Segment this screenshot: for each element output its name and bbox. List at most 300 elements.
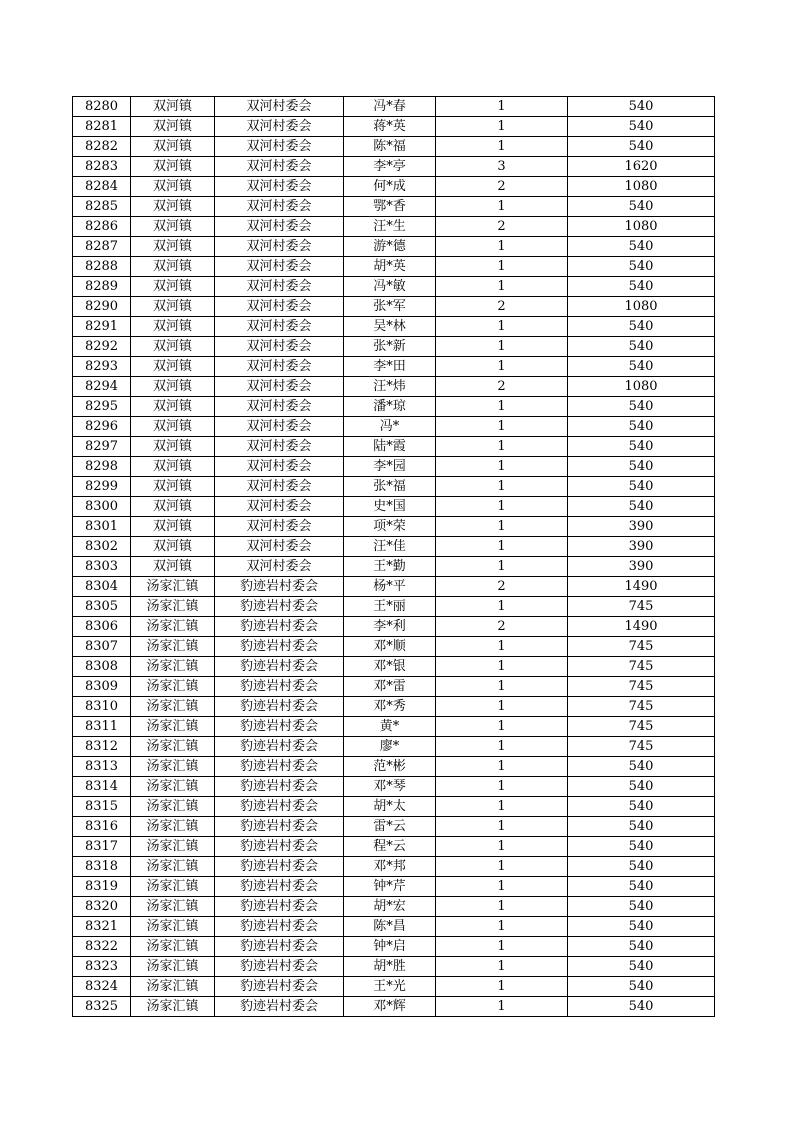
table-row <box>73 617 715 637</box>
table-row <box>73 877 715 897</box>
row-number-cell: 8300 <box>73 497 131 517</box>
row-number-cell: 8294 <box>73 377 131 397</box>
name-cell: 胡*宏 <box>344 897 436 917</box>
amount-cell: 1490 <box>568 617 715 637</box>
name-cell: 汪*炜 <box>344 377 436 397</box>
amount-cell: 540 <box>568 317 715 337</box>
count-cell: 1 <box>436 657 568 677</box>
village-committee-cell: 豹迹岩村委会 <box>215 877 344 897</box>
name-cell: 陆*霞 <box>344 437 436 457</box>
table-row <box>73 457 715 477</box>
village-committee-cell: 豹迹岩村委会 <box>215 757 344 777</box>
town-cell: 汤家汇镇 <box>131 977 215 997</box>
count-cell: 1 <box>436 417 568 437</box>
town-cell: 双河镇 <box>131 317 215 337</box>
count-cell: 1 <box>436 857 568 877</box>
count-cell: 1 <box>436 917 568 937</box>
town-cell: 双河镇 <box>131 517 215 537</box>
row-number-cell: 8282 <box>73 137 131 157</box>
amount-cell: 1080 <box>568 177 715 197</box>
table-row <box>73 337 715 357</box>
table-row <box>73 497 715 517</box>
amount-cell: 745 <box>568 677 715 697</box>
count-cell: 1 <box>436 997 568 1017</box>
amount-cell: 540 <box>568 197 715 217</box>
count-cell: 1 <box>436 897 568 917</box>
table-row <box>73 137 715 157</box>
table-row <box>73 97 715 117</box>
amount-cell: 745 <box>568 737 715 757</box>
row-number-cell: 8297 <box>73 437 131 457</box>
name-cell: 吴*林 <box>344 317 436 337</box>
amount-cell: 745 <box>568 657 715 677</box>
table-row <box>73 437 715 457</box>
name-cell: 胡*胜 <box>344 957 436 977</box>
table-row <box>73 657 715 677</box>
name-cell: 王*丽 <box>344 597 436 617</box>
town-cell: 双河镇 <box>131 557 215 577</box>
table-row <box>73 957 715 977</box>
row-number-cell: 8305 <box>73 597 131 617</box>
amount-cell: 540 <box>568 357 715 377</box>
row-number-cell: 8296 <box>73 417 131 437</box>
table-row <box>73 797 715 817</box>
village-committee-cell: 双河村委会 <box>215 257 344 277</box>
count-cell: 1 <box>436 697 568 717</box>
row-number-cell: 8314 <box>73 777 131 797</box>
count-cell: 1 <box>436 877 568 897</box>
table-row <box>73 637 715 657</box>
amount-cell: 540 <box>568 237 715 257</box>
amount-cell: 540 <box>568 97 715 117</box>
name-cell: 胡*英 <box>344 257 436 277</box>
row-number-cell: 8324 <box>73 977 131 997</box>
table-row <box>73 397 715 417</box>
name-cell: 游*德 <box>344 237 436 257</box>
table-row <box>73 977 715 997</box>
table-row <box>73 537 715 557</box>
name-cell: 冯*敏 <box>344 277 436 297</box>
village-committee-cell: 双河村委会 <box>215 437 344 457</box>
town-cell: 汤家汇镇 <box>131 737 215 757</box>
town-cell: 双河镇 <box>131 297 215 317</box>
count-cell: 1 <box>436 517 568 537</box>
town-cell: 汤家汇镇 <box>131 777 215 797</box>
row-number-cell: 8322 <box>73 937 131 957</box>
count-cell: 2 <box>436 377 568 397</box>
table-row <box>73 357 715 377</box>
amount-cell: 540 <box>568 797 715 817</box>
village-committee-cell: 豹迹岩村委会 <box>215 797 344 817</box>
row-number-cell: 8302 <box>73 537 131 557</box>
data-table <box>72 96 715 1017</box>
amount-cell: 390 <box>568 537 715 557</box>
name-cell: 李*亭 <box>344 157 436 177</box>
row-number-cell: 8285 <box>73 197 131 217</box>
count-cell: 1 <box>436 477 568 497</box>
town-cell: 汤家汇镇 <box>131 617 215 637</box>
village-committee-cell: 豹迹岩村委会 <box>215 697 344 717</box>
amount-cell: 540 <box>568 777 715 797</box>
table-row <box>73 517 715 537</box>
table-row <box>73 157 715 177</box>
village-committee-cell: 双河村委会 <box>215 357 344 377</box>
row-number-cell: 8312 <box>73 737 131 757</box>
row-number-cell: 8298 <box>73 457 131 477</box>
village-committee-cell: 双河村委会 <box>215 217 344 237</box>
town-cell: 汤家汇镇 <box>131 577 215 597</box>
count-cell: 1 <box>436 937 568 957</box>
table-row <box>73 257 715 277</box>
town-cell: 双河镇 <box>131 97 215 117</box>
count-cell: 1 <box>436 257 568 277</box>
name-cell: 黄* <box>344 717 436 737</box>
row-number-cell: 8304 <box>73 577 131 597</box>
amount-cell: 540 <box>568 257 715 277</box>
town-cell: 双河镇 <box>131 277 215 297</box>
table-row <box>73 717 715 737</box>
table-row <box>73 577 715 597</box>
name-cell: 廖* <box>344 737 436 757</box>
village-committee-cell: 双河村委会 <box>215 537 344 557</box>
village-committee-cell: 豹迹岩村委会 <box>215 937 344 957</box>
count-cell: 1 <box>436 977 568 997</box>
town-cell: 汤家汇镇 <box>131 597 215 617</box>
count-cell: 1 <box>436 237 568 257</box>
amount-cell: 540 <box>568 397 715 417</box>
town-cell: 双河镇 <box>131 357 215 377</box>
town-cell: 汤家汇镇 <box>131 657 215 677</box>
row-number-cell: 8315 <box>73 797 131 817</box>
count-cell: 1 <box>436 357 568 377</box>
count-cell: 2 <box>436 297 568 317</box>
amount-cell: 540 <box>568 957 715 977</box>
town-cell: 双河镇 <box>131 257 215 277</box>
village-committee-cell: 双河村委会 <box>215 417 344 437</box>
name-cell: 冯* <box>344 417 436 437</box>
count-cell: 1 <box>436 737 568 757</box>
town-cell: 汤家汇镇 <box>131 717 215 737</box>
name-cell: 雷*云 <box>344 817 436 837</box>
count-cell: 1 <box>436 97 568 117</box>
count-cell: 1 <box>436 837 568 857</box>
town-cell: 双河镇 <box>131 397 215 417</box>
village-committee-cell: 豹迹岩村委会 <box>215 597 344 617</box>
count-cell: 2 <box>436 577 568 597</box>
table-row <box>73 817 715 837</box>
count-cell: 1 <box>436 757 568 777</box>
row-number-cell: 8283 <box>73 157 131 177</box>
town-cell: 汤家汇镇 <box>131 897 215 917</box>
name-cell: 张*军 <box>344 297 436 317</box>
table-row <box>73 417 715 437</box>
village-committee-cell: 豹迹岩村委会 <box>215 617 344 637</box>
town-cell: 汤家汇镇 <box>131 797 215 817</box>
count-cell: 2 <box>436 177 568 197</box>
table-row <box>73 777 715 797</box>
count-cell: 1 <box>436 437 568 457</box>
row-number-cell: 8311 <box>73 717 131 737</box>
table-row <box>73 217 715 237</box>
village-committee-cell: 双河村委会 <box>215 317 344 337</box>
amount-cell: 540 <box>568 417 715 437</box>
row-number-cell: 8281 <box>73 117 131 137</box>
name-cell: 蒋*英 <box>344 117 436 137</box>
name-cell: 陈*昌 <box>344 917 436 937</box>
village-committee-cell: 豹迹岩村委会 <box>215 837 344 857</box>
village-committee-cell: 双河村委会 <box>215 477 344 497</box>
village-committee-cell: 豹迹岩村委会 <box>215 737 344 757</box>
amount-cell: 1080 <box>568 297 715 317</box>
village-committee-cell: 豹迹岩村委会 <box>215 637 344 657</box>
table-row <box>73 117 715 137</box>
town-cell: 双河镇 <box>131 237 215 257</box>
row-number-cell: 8307 <box>73 637 131 657</box>
table-row <box>73 697 715 717</box>
amount-cell: 1620 <box>568 157 715 177</box>
amount-cell: 745 <box>568 637 715 657</box>
table-row <box>73 737 715 757</box>
amount-cell: 540 <box>568 757 715 777</box>
village-committee-cell: 双河村委会 <box>215 457 344 477</box>
village-committee-cell: 双河村委会 <box>215 517 344 537</box>
name-cell: 邓*琴 <box>344 777 436 797</box>
row-number-cell: 8295 <box>73 397 131 417</box>
table-row <box>73 597 715 617</box>
amount-cell: 540 <box>568 997 715 1017</box>
count-cell: 1 <box>436 777 568 797</box>
row-number-cell: 8293 <box>73 357 131 377</box>
name-cell: 张*福 <box>344 477 436 497</box>
village-committee-cell: 双河村委会 <box>215 117 344 137</box>
town-cell: 双河镇 <box>131 377 215 397</box>
town-cell: 汤家汇镇 <box>131 877 215 897</box>
count-cell: 1 <box>436 557 568 577</box>
village-committee-cell: 双河村委会 <box>215 97 344 117</box>
row-number-cell: 8286 <box>73 217 131 237</box>
row-number-cell: 8306 <box>73 617 131 637</box>
name-cell: 潘*琼 <box>344 397 436 417</box>
row-number-cell: 8321 <box>73 917 131 937</box>
row-number-cell: 8291 <box>73 317 131 337</box>
name-cell: 范*彬 <box>344 757 436 777</box>
town-cell: 双河镇 <box>131 457 215 477</box>
amount-cell: 390 <box>568 557 715 577</box>
village-committee-cell: 双河村委会 <box>215 377 344 397</box>
name-cell: 程*云 <box>344 837 436 857</box>
village-committee-cell: 双河村委会 <box>215 197 344 217</box>
name-cell: 杨*平 <box>344 577 436 597</box>
amount-cell: 540 <box>568 837 715 857</box>
name-cell: 汪*佳 <box>344 537 436 557</box>
table-row <box>73 277 715 297</box>
amount-cell: 540 <box>568 977 715 997</box>
town-cell: 汤家汇镇 <box>131 857 215 877</box>
count-cell: 1 <box>436 137 568 157</box>
amount-cell: 540 <box>568 897 715 917</box>
town-cell: 双河镇 <box>131 197 215 217</box>
row-number-cell: 8280 <box>73 97 131 117</box>
town-cell: 汤家汇镇 <box>131 817 215 837</box>
row-number-cell: 8310 <box>73 697 131 717</box>
village-committee-cell: 豹迹岩村委会 <box>215 997 344 1017</box>
name-cell: 张*新 <box>344 337 436 357</box>
table-row <box>73 837 715 857</box>
town-cell: 双河镇 <box>131 177 215 197</box>
amount-cell: 540 <box>568 917 715 937</box>
count-cell: 1 <box>436 457 568 477</box>
village-committee-cell: 双河村委会 <box>215 277 344 297</box>
amount-cell: 540 <box>568 277 715 297</box>
name-cell: 李*田 <box>344 357 436 377</box>
count-cell: 1 <box>436 497 568 517</box>
row-number-cell: 8303 <box>73 557 131 577</box>
town-cell: 双河镇 <box>131 417 215 437</box>
name-cell: 冯*春 <box>344 97 436 117</box>
village-committee-cell: 豹迹岩村委会 <box>215 717 344 737</box>
row-number-cell: 8288 <box>73 257 131 277</box>
village-committee-cell: 豹迹岩村委会 <box>215 777 344 797</box>
row-number-cell: 8325 <box>73 997 131 1017</box>
village-committee-cell: 豹迹岩村委会 <box>215 897 344 917</box>
amount-cell: 540 <box>568 117 715 137</box>
name-cell: 邓*秀 <box>344 697 436 717</box>
town-cell: 汤家汇镇 <box>131 957 215 977</box>
amount-cell: 540 <box>568 497 715 517</box>
row-number-cell: 8319 <box>73 877 131 897</box>
row-number-cell: 8316 <box>73 817 131 837</box>
name-cell: 李*园 <box>344 457 436 477</box>
table-row <box>73 557 715 577</box>
count-cell: 3 <box>436 157 568 177</box>
name-cell: 王*光 <box>344 977 436 997</box>
name-cell: 汪*生 <box>344 217 436 237</box>
table-row <box>73 677 715 697</box>
amount-cell: 540 <box>568 877 715 897</box>
name-cell: 钟*芹 <box>344 877 436 897</box>
count-cell: 1 <box>436 537 568 557</box>
town-cell: 双河镇 <box>131 157 215 177</box>
town-cell: 双河镇 <box>131 477 215 497</box>
amount-cell: 1080 <box>568 217 715 237</box>
town-cell: 双河镇 <box>131 217 215 237</box>
table-row <box>73 297 715 317</box>
row-number-cell: 8284 <box>73 177 131 197</box>
amount-cell: 745 <box>568 597 715 617</box>
amount-cell: 540 <box>568 437 715 457</box>
row-number-cell: 8317 <box>73 837 131 857</box>
town-cell: 汤家汇镇 <box>131 917 215 937</box>
name-cell: 邓*辉 <box>344 997 436 1017</box>
table-row <box>73 897 715 917</box>
table-row <box>73 377 715 397</box>
village-committee-cell: 双河村委会 <box>215 177 344 197</box>
count-cell: 2 <box>436 617 568 637</box>
table-row <box>73 997 715 1017</box>
town-cell: 汤家汇镇 <box>131 637 215 657</box>
village-committee-cell: 豹迹岩村委会 <box>215 817 344 837</box>
count-cell: 1 <box>436 817 568 837</box>
row-number-cell: 8323 <box>73 957 131 977</box>
count-cell: 1 <box>436 337 568 357</box>
table-row <box>73 477 715 497</box>
amount-cell: 540 <box>568 457 715 477</box>
name-cell: 史*国 <box>344 497 436 517</box>
name-cell: 胡*太 <box>344 797 436 817</box>
amount-cell: 540 <box>568 337 715 357</box>
count-cell: 1 <box>436 197 568 217</box>
table-row <box>73 237 715 257</box>
count-cell: 2 <box>436 217 568 237</box>
town-cell: 双河镇 <box>131 437 215 457</box>
count-cell: 1 <box>436 317 568 337</box>
town-cell: 汤家汇镇 <box>131 677 215 697</box>
table-row <box>73 197 715 217</box>
village-committee-cell: 豹迹岩村委会 <box>215 577 344 597</box>
amount-cell: 540 <box>568 937 715 957</box>
count-cell: 1 <box>436 717 568 737</box>
count-cell: 1 <box>436 597 568 617</box>
village-committee-cell: 双河村委会 <box>215 497 344 517</box>
village-committee-cell: 双河村委会 <box>215 137 344 157</box>
count-cell: 1 <box>436 797 568 817</box>
row-number-cell: 8289 <box>73 277 131 297</box>
name-cell: 何*成 <box>344 177 436 197</box>
table-row <box>73 757 715 777</box>
amount-cell: 1080 <box>568 377 715 397</box>
village-committee-cell: 双河村委会 <box>215 557 344 577</box>
name-cell: 鄂*香 <box>344 197 436 217</box>
name-cell: 项*荣 <box>344 517 436 537</box>
name-cell: 邓*银 <box>344 657 436 677</box>
row-number-cell: 8313 <box>73 757 131 777</box>
row-number-cell: 8290 <box>73 297 131 317</box>
table-row <box>73 917 715 937</box>
table-body <box>73 97 715 1017</box>
town-cell: 汤家汇镇 <box>131 997 215 1017</box>
count-cell: 1 <box>436 117 568 137</box>
town-cell: 双河镇 <box>131 537 215 557</box>
amount-cell: 745 <box>568 717 715 737</box>
table-row <box>73 857 715 877</box>
village-committee-cell: 豹迹岩村委会 <box>215 857 344 877</box>
village-committee-cell: 双河村委会 <box>215 397 344 417</box>
row-number-cell: 8301 <box>73 517 131 537</box>
village-committee-cell: 双河村委会 <box>215 237 344 257</box>
row-number-cell: 8299 <box>73 477 131 497</box>
name-cell: 李*利 <box>344 617 436 637</box>
row-number-cell: 8309 <box>73 677 131 697</box>
town-cell: 双河镇 <box>131 497 215 517</box>
row-number-cell: 8318 <box>73 857 131 877</box>
village-committee-cell: 双河村委会 <box>215 297 344 317</box>
amount-cell: 1490 <box>568 577 715 597</box>
count-cell: 1 <box>436 957 568 977</box>
row-number-cell: 8320 <box>73 897 131 917</box>
count-cell: 1 <box>436 677 568 697</box>
name-cell: 邓*顺 <box>344 637 436 657</box>
amount-cell: 540 <box>568 857 715 877</box>
town-cell: 汤家汇镇 <box>131 697 215 717</box>
name-cell: 钟*启 <box>344 937 436 957</box>
town-cell: 汤家汇镇 <box>131 757 215 777</box>
village-committee-cell: 豹迹岩村委会 <box>215 957 344 977</box>
table-row <box>73 177 715 197</box>
village-committee-cell: 双河村委会 <box>215 337 344 357</box>
amount-cell: 390 <box>568 517 715 537</box>
village-committee-cell: 双河村委会 <box>215 157 344 177</box>
name-cell: 王*勤 <box>344 557 436 577</box>
